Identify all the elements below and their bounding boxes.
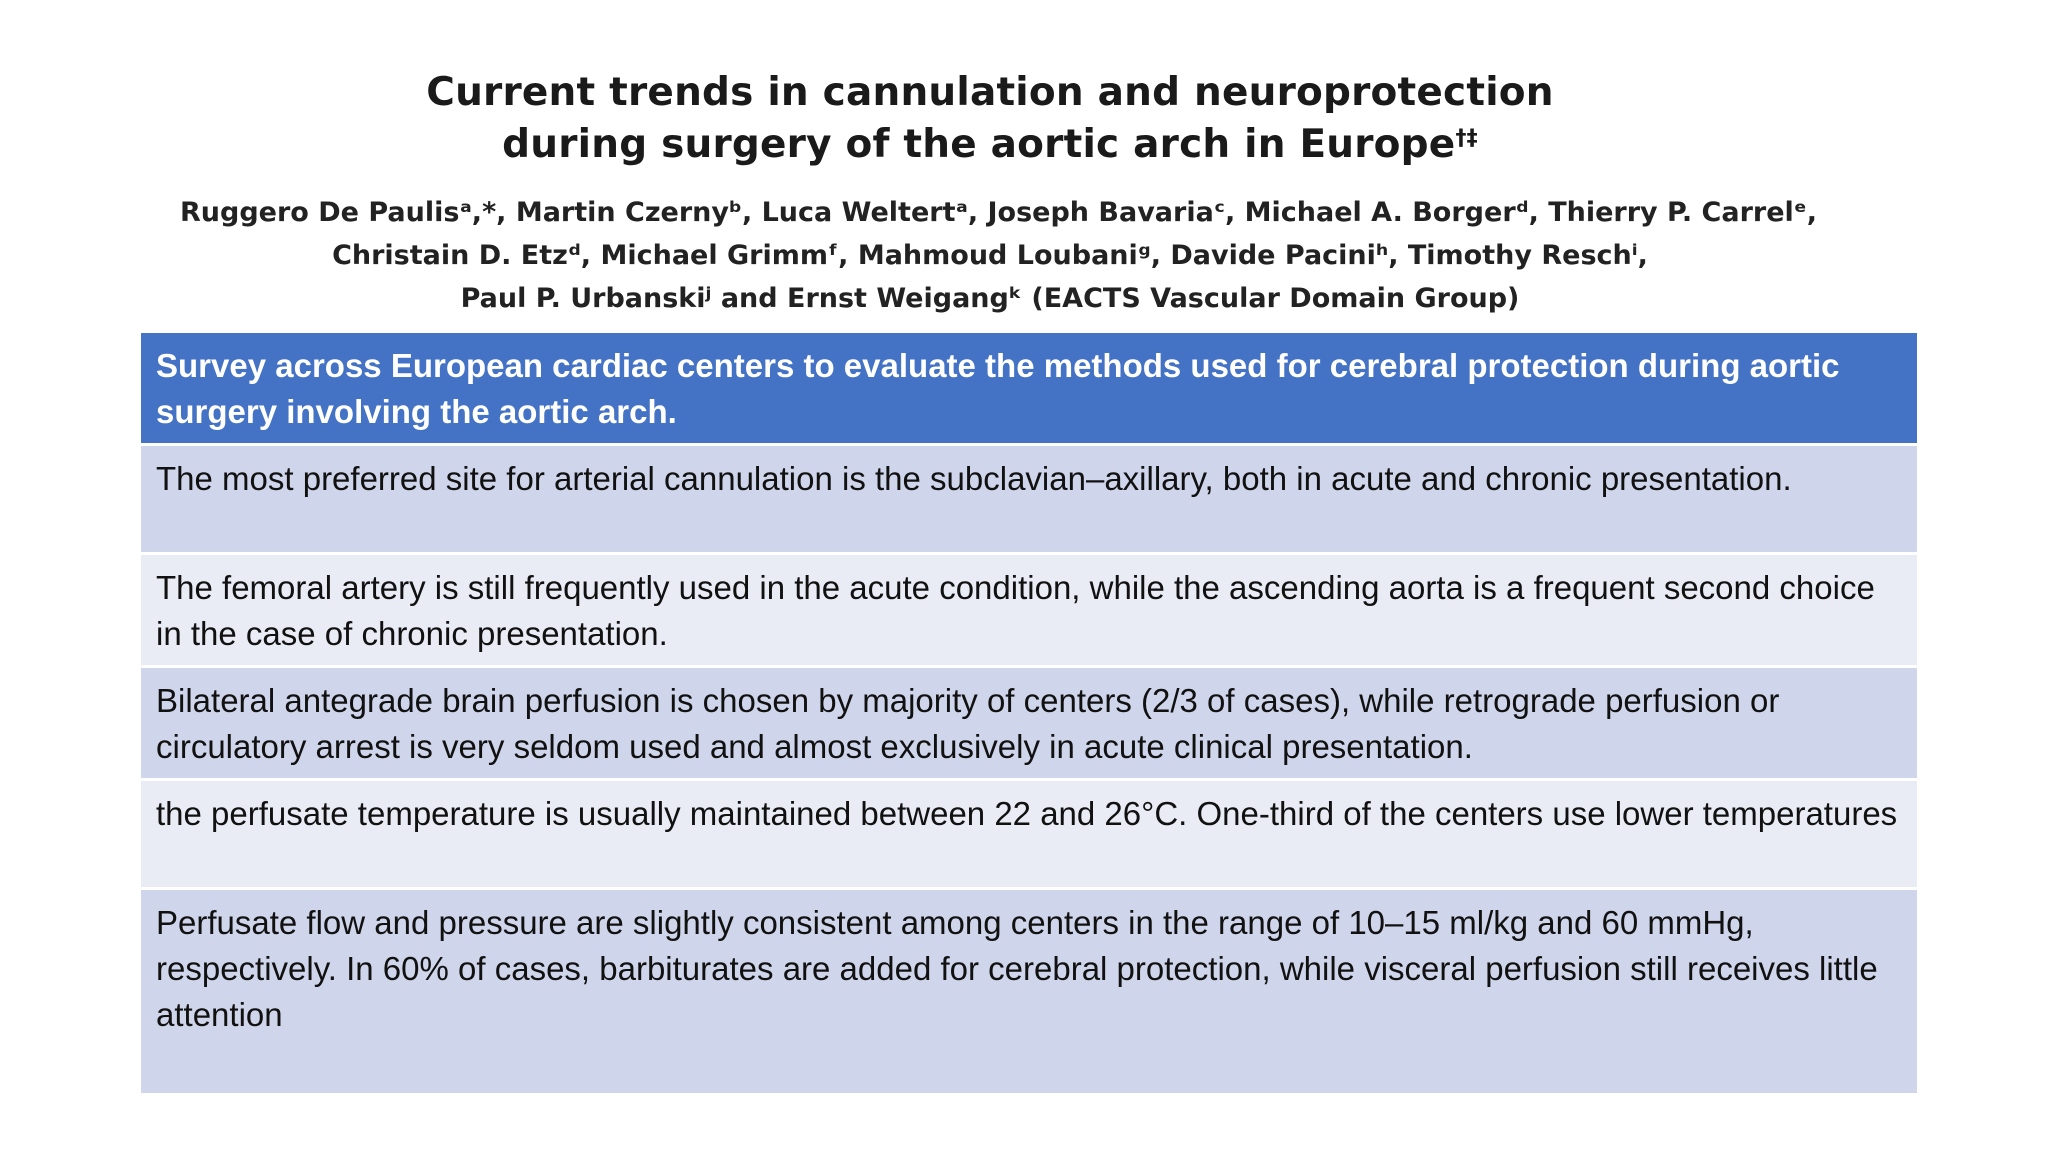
table-cell: the perfusate temperature is usually maintained between 22 and 26°C. One-third of the centers use lower temperatures (141, 781, 1917, 890)
paper-authors (180, 191, 1817, 320)
table-cell: Perfusate flow and pressure are slightly consistent among centers in the range of 10–15 ml/kg and 60 mmHg, respectively. In 60% of cases, barbiturates are added for cerebral protection, while visceral perfusion still receives little attention (141, 890, 1917, 1096)
paper-title-line2: during surgery of the aortic arch in Europe (502, 122, 1456, 167)
paper-title (180, 67, 1800, 171)
authors-line-2: Christain D. Etzᵈ, Michael Grimmᶠ, Mahmoud Loubaniᵍ, Davide Paciniʰ, Timothy Reschⁱ, (332, 240, 1648, 271)
table-cell: Bilateral antegrade brain perfusion is chosen by majority of centers (2/3 of cases), while retrograde perfusion or circulatory arrest is very seldom used and almost exclusively in acute clinical presentation. (141, 668, 1917, 781)
table-header-row (141, 333, 1917, 446)
summary-table (141, 333, 1917, 1096)
table-cell: The most preferred site for arterial cannulation is the subclavian–axillary, both in acute and chronic presentation. (141, 446, 1917, 555)
table-row (141, 781, 1917, 890)
paper-header-image (180, 55, 1817, 325)
table-header-cell: Survey across European cardiac centers to evaluate the methods used for cerebral protection during aortic surgery involving the aortic arch. (141, 333, 1917, 446)
table-row (141, 446, 1917, 555)
table-row (141, 890, 1917, 1096)
table-cell: The femoral artery is still frequently used in the acute condition, while the ascending aorta is a frequent second choice in the case of chronic presentation. (141, 555, 1917, 668)
paper-title-marks: †‡ (1455, 126, 1478, 151)
table-row (141, 668, 1917, 781)
authors-line-3: Paul P. Urbanskiʲ and Ernst Weigangᵏ (EACTS Vascular Domain Group) (460, 283, 1520, 314)
authors-line-1: Ruggero De Paulisᵃ,*, Martin Czernyᵇ, Luca Weltertᵃ, Joseph Bavariaᶜ, Michael A. Borgerᵈ, Thierry P. Carrelᵉ, (180, 197, 1817, 228)
table-row (141, 555, 1917, 668)
paper-title-line1: Current trends in cannulation and neuroprotection (426, 70, 1554, 115)
